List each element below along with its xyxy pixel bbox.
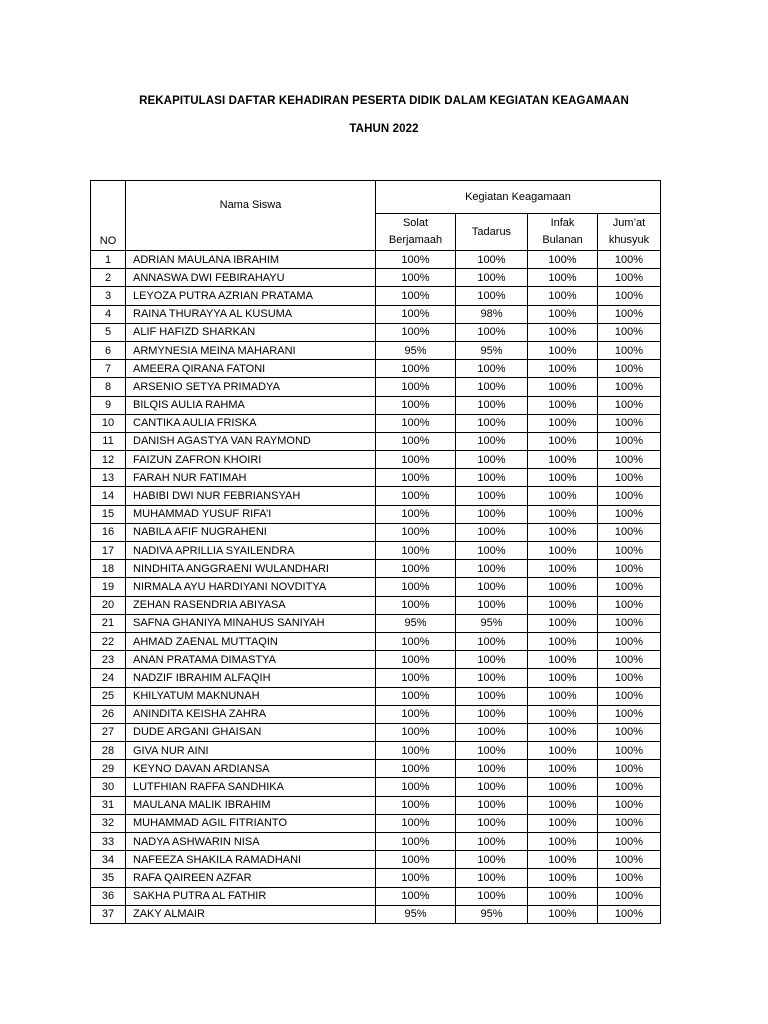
- infak-percent: 100%: [528, 887, 598, 905]
- infak-percent: 100%: [528, 323, 598, 341]
- tadarus-percent: 95%: [456, 905, 528, 923]
- infak-percent: 100%: [528, 378, 598, 396]
- jumat-percent: 100%: [598, 651, 661, 669]
- tadarus-percent: 98%: [456, 305, 528, 323]
- tadarus-percent: 100%: [456, 887, 528, 905]
- student-name: LEYOZA PUTRA AZRIAN PRATAMA: [126, 287, 376, 305]
- table-row: [91, 305, 661, 323]
- infak-percent: 100%: [528, 414, 598, 432]
- header-no: NO: [91, 181, 126, 251]
- table-row: [91, 814, 661, 832]
- table-row: [91, 505, 661, 523]
- jumat-percent: 100%: [598, 414, 661, 432]
- solat-percent: 100%: [376, 632, 456, 650]
- student-name: ZAKY ALMAIR: [126, 905, 376, 923]
- solat-percent: 100%: [376, 251, 456, 269]
- row-number: 7: [91, 360, 126, 378]
- table-row: [91, 269, 661, 287]
- table-row: [91, 760, 661, 778]
- solat-percent: 100%: [376, 505, 456, 523]
- infak-percent: 100%: [528, 251, 598, 269]
- solat-percent: 100%: [376, 796, 456, 814]
- table-row: [91, 251, 661, 269]
- row-number: 13: [91, 469, 126, 487]
- row-number: 24: [91, 669, 126, 687]
- jumat-percent: 100%: [598, 341, 661, 359]
- tadarus-percent: 100%: [456, 760, 528, 778]
- jumat-percent: 100%: [598, 687, 661, 705]
- header-jumat: [598, 214, 661, 251]
- row-number: 32: [91, 814, 126, 832]
- table-row: [91, 396, 661, 414]
- infak-percent: 100%: [528, 341, 598, 359]
- solat-percent: 100%: [376, 778, 456, 796]
- solat-percent: 100%: [376, 523, 456, 541]
- solat-percent: 100%: [376, 487, 456, 505]
- row-number: 18: [91, 560, 126, 578]
- student-name: DANISH AGASTYA VAN RAYMOND: [126, 432, 376, 450]
- jumat-percent: 100%: [598, 287, 661, 305]
- tadarus-percent: 100%: [456, 632, 528, 650]
- row-number: 35: [91, 869, 126, 887]
- jumat-percent: 100%: [598, 632, 661, 650]
- table-row: [91, 887, 661, 905]
- table-row: [91, 723, 661, 741]
- solat-percent: 100%: [376, 396, 456, 414]
- header-infak-line2: Bulanan: [542, 234, 583, 246]
- solat-percent: 100%: [376, 833, 456, 851]
- student-name: AHMAD ZAENAL MUTTAQIN: [126, 632, 376, 650]
- jumat-percent: 100%: [598, 596, 661, 614]
- row-number: 21: [91, 614, 126, 632]
- solat-percent: 100%: [376, 360, 456, 378]
- infak-percent: 100%: [528, 360, 598, 378]
- solat-percent: 100%: [376, 887, 456, 905]
- row-number: 8: [91, 378, 126, 396]
- row-number: 11: [91, 432, 126, 450]
- solat-percent: 95%: [376, 905, 456, 923]
- solat-percent: 100%: [376, 760, 456, 778]
- infak-percent: 100%: [528, 760, 598, 778]
- row-number: 15: [91, 505, 126, 523]
- infak-percent: 100%: [528, 269, 598, 287]
- table-row: [91, 323, 661, 341]
- solat-percent: 95%: [376, 341, 456, 359]
- row-number: 4: [91, 305, 126, 323]
- tadarus-percent: 100%: [456, 869, 528, 887]
- solat-percent: 100%: [376, 814, 456, 832]
- attendance-table: [90, 180, 661, 924]
- student-name: FAIZUN ZAFRON KHOIRI: [126, 451, 376, 469]
- tadarus-percent: 100%: [456, 469, 528, 487]
- student-name: MAULANA MALIK IBRAHIM: [126, 796, 376, 814]
- row-number: 20: [91, 596, 126, 614]
- jumat-percent: 100%: [598, 869, 661, 887]
- infak-percent: 100%: [528, 287, 598, 305]
- jumat-percent: 100%: [598, 505, 661, 523]
- tadarus-percent: 100%: [456, 705, 528, 723]
- row-number: 2: [91, 269, 126, 287]
- student-name: SAFNA GHANIYA MINAHUS SANIYAH: [126, 614, 376, 632]
- row-number: 31: [91, 796, 126, 814]
- solat-percent: 100%: [376, 687, 456, 705]
- tadarus-percent: 100%: [456, 323, 528, 341]
- solat-percent: 100%: [376, 560, 456, 578]
- tadarus-percent: 100%: [456, 687, 528, 705]
- infak-percent: 100%: [528, 778, 598, 796]
- row-number: 29: [91, 760, 126, 778]
- infak-percent: 100%: [528, 505, 598, 523]
- infak-percent: 100%: [528, 705, 598, 723]
- infak-percent: 100%: [528, 869, 598, 887]
- table-row: [91, 596, 661, 614]
- document-subtitle-year: TAHUN 2022: [349, 123, 419, 135]
- tadarus-percent: 95%: [456, 614, 528, 632]
- infak-percent: 100%: [528, 687, 598, 705]
- tadarus-percent: 100%: [456, 432, 528, 450]
- tadarus-percent: 100%: [456, 451, 528, 469]
- tadarus-percent: 100%: [456, 560, 528, 578]
- table-row: [91, 687, 661, 705]
- table-header: [91, 181, 661, 251]
- infak-percent: 100%: [528, 432, 598, 450]
- jumat-percent: 100%: [598, 705, 661, 723]
- student-name: RAINA THURAYYA AL KUSUMA: [126, 305, 376, 323]
- solat-percent: 100%: [376, 432, 456, 450]
- student-name: GIVA NUR AINI: [126, 742, 376, 760]
- infak-percent: 100%: [528, 542, 598, 560]
- row-number: 16: [91, 523, 126, 541]
- solat-percent: 100%: [376, 323, 456, 341]
- tadarus-percent: 95%: [456, 341, 528, 359]
- solat-percent: 100%: [376, 414, 456, 432]
- student-name: ANINDITA KEISHA ZAHRA: [126, 705, 376, 723]
- jumat-percent: 100%: [598, 814, 661, 832]
- infak-percent: 100%: [528, 669, 598, 687]
- row-number: 33: [91, 833, 126, 851]
- student-name: NINDHITA ANGGRAENI WULANDHARI: [126, 560, 376, 578]
- jumat-percent: 100%: [598, 323, 661, 341]
- table-body: [91, 251, 661, 924]
- student-name: NIRMALA AYU HARDIYANI NOVDITYA: [126, 578, 376, 596]
- jumat-percent: 100%: [598, 305, 661, 323]
- table-row: [91, 487, 661, 505]
- student-name: RAFA QAIREEN AZFAR: [126, 869, 376, 887]
- row-number: 9: [91, 396, 126, 414]
- jumat-percent: 100%: [598, 851, 661, 869]
- infak-percent: 100%: [528, 451, 598, 469]
- jumat-percent: 100%: [598, 251, 661, 269]
- infak-percent: 100%: [528, 560, 598, 578]
- student-name: ARSENIO SETYA PRIMADYA: [126, 378, 376, 396]
- row-number: 30: [91, 778, 126, 796]
- jumat-percent: 100%: [598, 523, 661, 541]
- student-name: HABIBI DWI NUR FEBRIANSYAH: [126, 487, 376, 505]
- solat-percent: 100%: [376, 542, 456, 560]
- tadarus-percent: 100%: [456, 851, 528, 869]
- header-infak-line1: Infak: [550, 217, 575, 229]
- solat-percent: 100%: [376, 287, 456, 305]
- row-number: 17: [91, 542, 126, 560]
- student-name: BILQIS AULIA RAHMA: [126, 396, 376, 414]
- student-name: ZEHAN RASENDRIA ABIYASA: [126, 596, 376, 614]
- solat-percent: 100%: [376, 723, 456, 741]
- header-name: Nama Siswa: [126, 181, 376, 251]
- header-solat: [376, 214, 456, 251]
- row-number: 19: [91, 578, 126, 596]
- student-name: LUTFHIAN RAFFA SANDHIKA: [126, 778, 376, 796]
- header-tadarus: Tadarus: [456, 214, 528, 251]
- jumat-percent: 100%: [598, 487, 661, 505]
- row-number: 34: [91, 851, 126, 869]
- tadarus-percent: 100%: [456, 814, 528, 832]
- table-row: [91, 414, 661, 432]
- jumat-percent: 100%: [598, 614, 661, 632]
- jumat-percent: 100%: [598, 396, 661, 414]
- table-row: [91, 360, 661, 378]
- tadarus-percent: 100%: [456, 287, 528, 305]
- row-number: 26: [91, 705, 126, 723]
- row-number: 12: [91, 451, 126, 469]
- tadarus-percent: 100%: [456, 669, 528, 687]
- jumat-percent: 100%: [598, 778, 661, 796]
- infak-percent: 100%: [528, 796, 598, 814]
- student-name: SAKHA PUTRA AL FATHIR: [126, 887, 376, 905]
- table-row: [91, 669, 661, 687]
- tadarus-percent: 100%: [456, 360, 528, 378]
- table-row: [91, 796, 661, 814]
- row-number: 5: [91, 323, 126, 341]
- jumat-percent: 100%: [598, 469, 661, 487]
- table-row: [91, 578, 661, 596]
- tadarus-percent: 100%: [456, 523, 528, 541]
- student-name: DUDE ARGANI GHAISAN: [126, 723, 376, 741]
- student-name: NABILA AFIF NUGRAHENI: [126, 523, 376, 541]
- tadarus-percent: 100%: [456, 505, 528, 523]
- table-row: [91, 742, 661, 760]
- infak-percent: 100%: [528, 742, 598, 760]
- solat-percent: 100%: [376, 578, 456, 596]
- tadarus-percent: 100%: [456, 723, 528, 741]
- table-row: [91, 778, 661, 796]
- solat-percent: 100%: [376, 742, 456, 760]
- tadarus-percent: 100%: [456, 378, 528, 396]
- solat-percent: 100%: [376, 705, 456, 723]
- infak-percent: 100%: [528, 396, 598, 414]
- student-name: KHILYATUM MAKNUNAH: [126, 687, 376, 705]
- table-row: [91, 905, 661, 923]
- table-row: [91, 432, 661, 450]
- jumat-percent: 100%: [598, 432, 661, 450]
- table-row: [91, 869, 661, 887]
- infak-percent: 100%: [528, 814, 598, 832]
- infak-percent: 100%: [528, 487, 598, 505]
- tadarus-percent: 100%: [456, 251, 528, 269]
- header-solat-line1: Solat: [402, 217, 429, 229]
- jumat-percent: 100%: [598, 796, 661, 814]
- solat-percent: 100%: [376, 851, 456, 869]
- student-name: NADIVA APRILLIA SYAILENDRA: [126, 542, 376, 560]
- student-name: NADZIF IBRAHIM ALFAQIH: [126, 669, 376, 687]
- student-name: AMEERA QIRANA FATONI: [126, 360, 376, 378]
- header-kegiatan-group: Kegiatan Keagamaan: [376, 181, 661, 214]
- infak-percent: 100%: [528, 851, 598, 869]
- tadarus-percent: 100%: [456, 269, 528, 287]
- student-name: MUHAMMAD YUSUF RIFA’I: [126, 505, 376, 523]
- infak-percent: 100%: [528, 833, 598, 851]
- tadarus-percent: 100%: [456, 596, 528, 614]
- student-name: NADYA ASHWARIN NISA: [126, 833, 376, 851]
- student-name: ANAN PRATAMA DIMASTYA: [126, 651, 376, 669]
- infak-percent: 100%: [528, 469, 598, 487]
- solat-percent: 95%: [376, 614, 456, 632]
- tadarus-percent: 100%: [456, 487, 528, 505]
- tadarus-percent: 100%: [456, 742, 528, 760]
- row-number: 36: [91, 887, 126, 905]
- document-title: REKAPITULASI DAFTAR KEHADIRAN PESERTA DIDIK DALAM KEGIATAN KEAGAMAAN: [139, 95, 629, 107]
- jumat-percent: 100%: [598, 833, 661, 851]
- solat-percent: 100%: [376, 378, 456, 396]
- student-name: KEYNO DAVAN ARDIANSA: [126, 760, 376, 778]
- header-solat-line2: Berjamaah: [388, 234, 443, 246]
- tadarus-percent: 100%: [456, 833, 528, 851]
- student-name: ADRIAN MAULANA IBRAHIM: [126, 251, 376, 269]
- table-row: [91, 614, 661, 632]
- table-row: [91, 833, 661, 851]
- table-row: [91, 705, 661, 723]
- table-row: [91, 378, 661, 396]
- row-number: 3: [91, 287, 126, 305]
- infak-percent: 100%: [528, 523, 598, 541]
- infak-percent: 100%: [528, 651, 598, 669]
- jumat-percent: 100%: [598, 542, 661, 560]
- table-row: [91, 651, 661, 669]
- jumat-percent: 100%: [598, 887, 661, 905]
- table-row: [91, 523, 661, 541]
- header-jumat-line2: khusyuk: [608, 234, 650, 246]
- jumat-percent: 100%: [598, 451, 661, 469]
- tadarus-percent: 100%: [456, 651, 528, 669]
- jumat-percent: 100%: [598, 578, 661, 596]
- table-row: [91, 560, 661, 578]
- row-number: 25: [91, 687, 126, 705]
- table-row: [91, 632, 661, 650]
- header-jumat-line1: Jum’at: [612, 217, 646, 229]
- jumat-percent: 100%: [598, 905, 661, 923]
- row-number: 28: [91, 742, 126, 760]
- row-number: 22: [91, 632, 126, 650]
- jumat-percent: 100%: [598, 269, 661, 287]
- infak-percent: 100%: [528, 596, 598, 614]
- table-row: [91, 542, 661, 560]
- row-number: 27: [91, 723, 126, 741]
- header-infak: [528, 214, 598, 251]
- tadarus-percent: 100%: [456, 414, 528, 432]
- infak-percent: 100%: [528, 578, 598, 596]
- jumat-percent: 100%: [598, 723, 661, 741]
- solat-percent: 100%: [376, 305, 456, 323]
- infak-percent: 100%: [528, 614, 598, 632]
- table-row: [91, 469, 661, 487]
- jumat-percent: 100%: [598, 560, 661, 578]
- infak-percent: 100%: [528, 723, 598, 741]
- solat-percent: 100%: [376, 269, 456, 287]
- infak-percent: 100%: [528, 905, 598, 923]
- solat-percent: 100%: [376, 596, 456, 614]
- student-name: ANNASWA DWI FEBIRAHAYU: [126, 269, 376, 287]
- row-number: 6: [91, 341, 126, 359]
- student-name: CANTIKA AULIA FRISKA: [126, 414, 376, 432]
- jumat-percent: 100%: [598, 360, 661, 378]
- solat-percent: 100%: [376, 469, 456, 487]
- solat-percent: 100%: [376, 669, 456, 687]
- student-name: NAFEEZA SHAKILA RAMADHANI: [126, 851, 376, 869]
- jumat-percent: 100%: [598, 669, 661, 687]
- tadarus-percent: 100%: [456, 796, 528, 814]
- tadarus-percent: 100%: [456, 578, 528, 596]
- student-name: ALIF HAFIZD SHARKAN: [126, 323, 376, 341]
- row-number: 14: [91, 487, 126, 505]
- table-row: [91, 341, 661, 359]
- table-row: [91, 851, 661, 869]
- tadarus-percent: 100%: [456, 542, 528, 560]
- row-number: 23: [91, 651, 126, 669]
- row-number: 37: [91, 905, 126, 923]
- table-row: [91, 287, 661, 305]
- solat-percent: 100%: [376, 451, 456, 469]
- table-row: [91, 451, 661, 469]
- tadarus-percent: 100%: [456, 396, 528, 414]
- student-name: ARMYNESIA MEINA MAHARANI: [126, 341, 376, 359]
- infak-percent: 100%: [528, 305, 598, 323]
- student-name: FARAH NUR FATIMAH: [126, 469, 376, 487]
- infak-percent: 100%: [528, 632, 598, 650]
- jumat-percent: 100%: [598, 378, 661, 396]
- jumat-percent: 100%: [598, 760, 661, 778]
- tadarus-percent: 100%: [456, 778, 528, 796]
- jumat-percent: 100%: [598, 742, 661, 760]
- row-number: 10: [91, 414, 126, 432]
- row-number: 1: [91, 251, 126, 269]
- solat-percent: 100%: [376, 869, 456, 887]
- solat-percent: 100%: [376, 651, 456, 669]
- student-name: MUHAMMAD AGIL FITRIANTO: [126, 814, 376, 832]
